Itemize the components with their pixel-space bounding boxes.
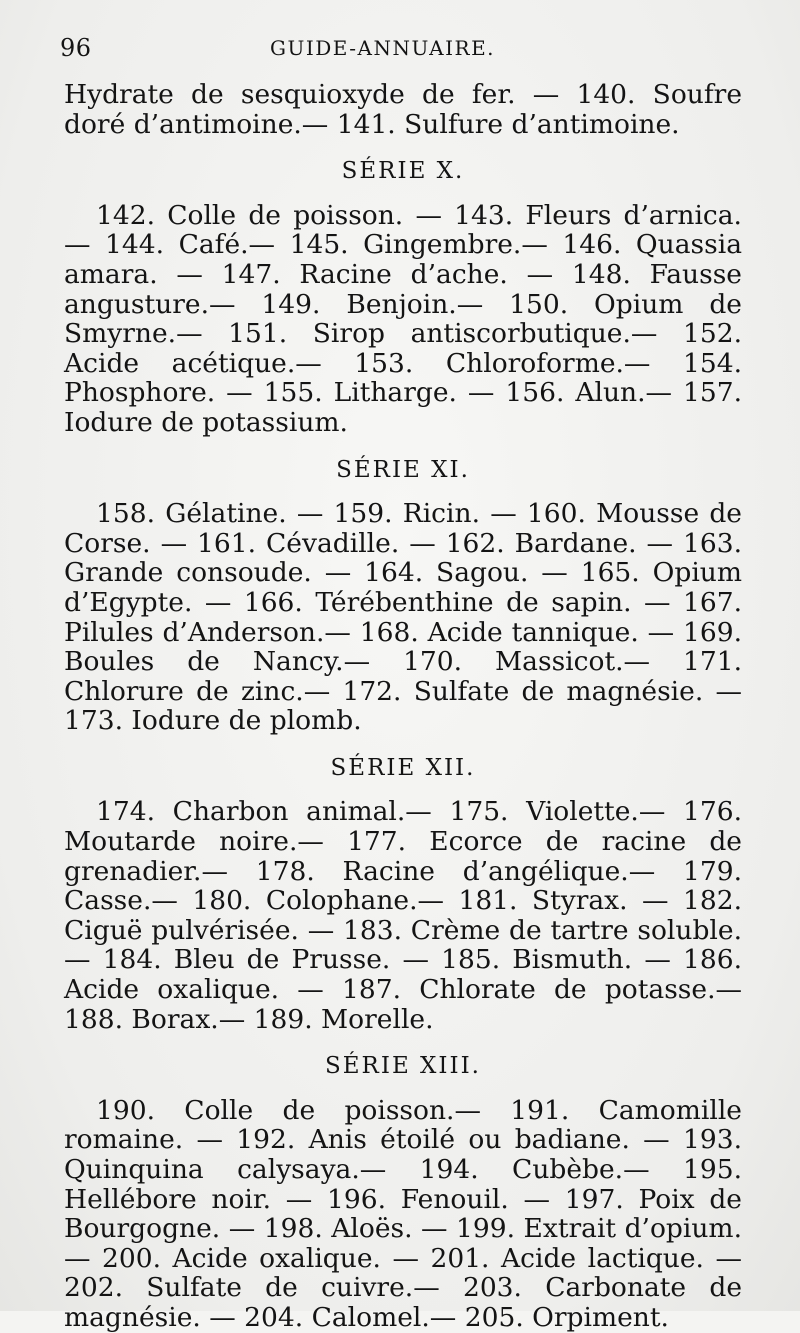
- intro-paragraph: Hydrate de sesquioxyde de fer. — 140. Soufre doré d’antimoine.— 141. Sulfure d’antimoine.: [64, 79, 742, 140]
- running-title: GUIDE-ANNUAIRE.: [270, 36, 496, 60]
- page-body: [64, 80, 742, 1333]
- series-xii-heading: SÉRIE XII.: [330, 754, 476, 781]
- series-x-paragraph: 142. Colle de poisson. — 143. Fleurs d’arnica. — 144. Café.— 145. Gingembre.— 146. Quassia amara. — 147. Racine d’ache. — 148. Fausse angusture.— 149. Benjoin.— 150. Opium de Smyrne.— 151. Sirop antiscorbutique.— 152. Acide acétique.— 153. Chloroforme.— 154. Phosphore. — 155. Litharge. — 156. Alun.— 157. Iodure de potassium.: [64, 199, 742, 438]
- series-xiii-paragraph: 190. Colle de poisson.— 191. Camomille romaine. — 192. Anis étoilé ou badiane. — 193. Quinquina calysaya.— 194. Cubèbe.— 195. Hellébore noir. — 196. Fenouil. — 197. Poix de Bourgogne. — 198. Aloës. — 199. Extrait d’opium. — 200. Acide oxalique. — 201. Acide lactique. — 202. Sulfate de cuivre.— 203. Carbonate de magnésie. — 204. Calomel.— 205. Orpiment.: [64, 1094, 742, 1333]
- series-xii-paragraph: 174. Charbon animal.— 175. Violette.— 176. Moutarde noire.— 177. Ecorce de racine de grenadier.— 178. Racine d’angélique.— 179. Casse.— 180. Colophane.— 181. Styrax. — 182. Ciguë pulvérisée. — 183. Crème de tartre soluble.— 184. Bleu de Prusse. — 185. Bismuth. — 186. Acide oxalique. — 187. Chlorate de potasse.— 188. Borax.— 189. Morelle.: [64, 796, 742, 1035]
- series-xi-paragraph: 158. Gélatine. — 159. Ricin. — 160. Mousse de Corse. — 161. Cévadille. — 162. Bardane. — 163. Grande consoude. — 164. Sagou. — 165. Opium d’Egypte. — 166. Térébenthine de sapin. — 167. Pilules d’Anderson.— 168. Acide tannique. — 169. Boules de Nancy.— 170. Massicot.— 171. Chlorure de zinc.— 172. Sulfate de magnésie. — 173. Iodure de plomb.: [64, 498, 742, 737]
- page-number: 96: [60, 34, 92, 62]
- series-xiii-heading: SÉRIE XIII.: [325, 1053, 481, 1080]
- series-xi-heading: SÉRIE XI.: [336, 456, 470, 483]
- series-x-heading: SÉRIE X.: [341, 158, 465, 185]
- page-header: [60, 30, 740, 64]
